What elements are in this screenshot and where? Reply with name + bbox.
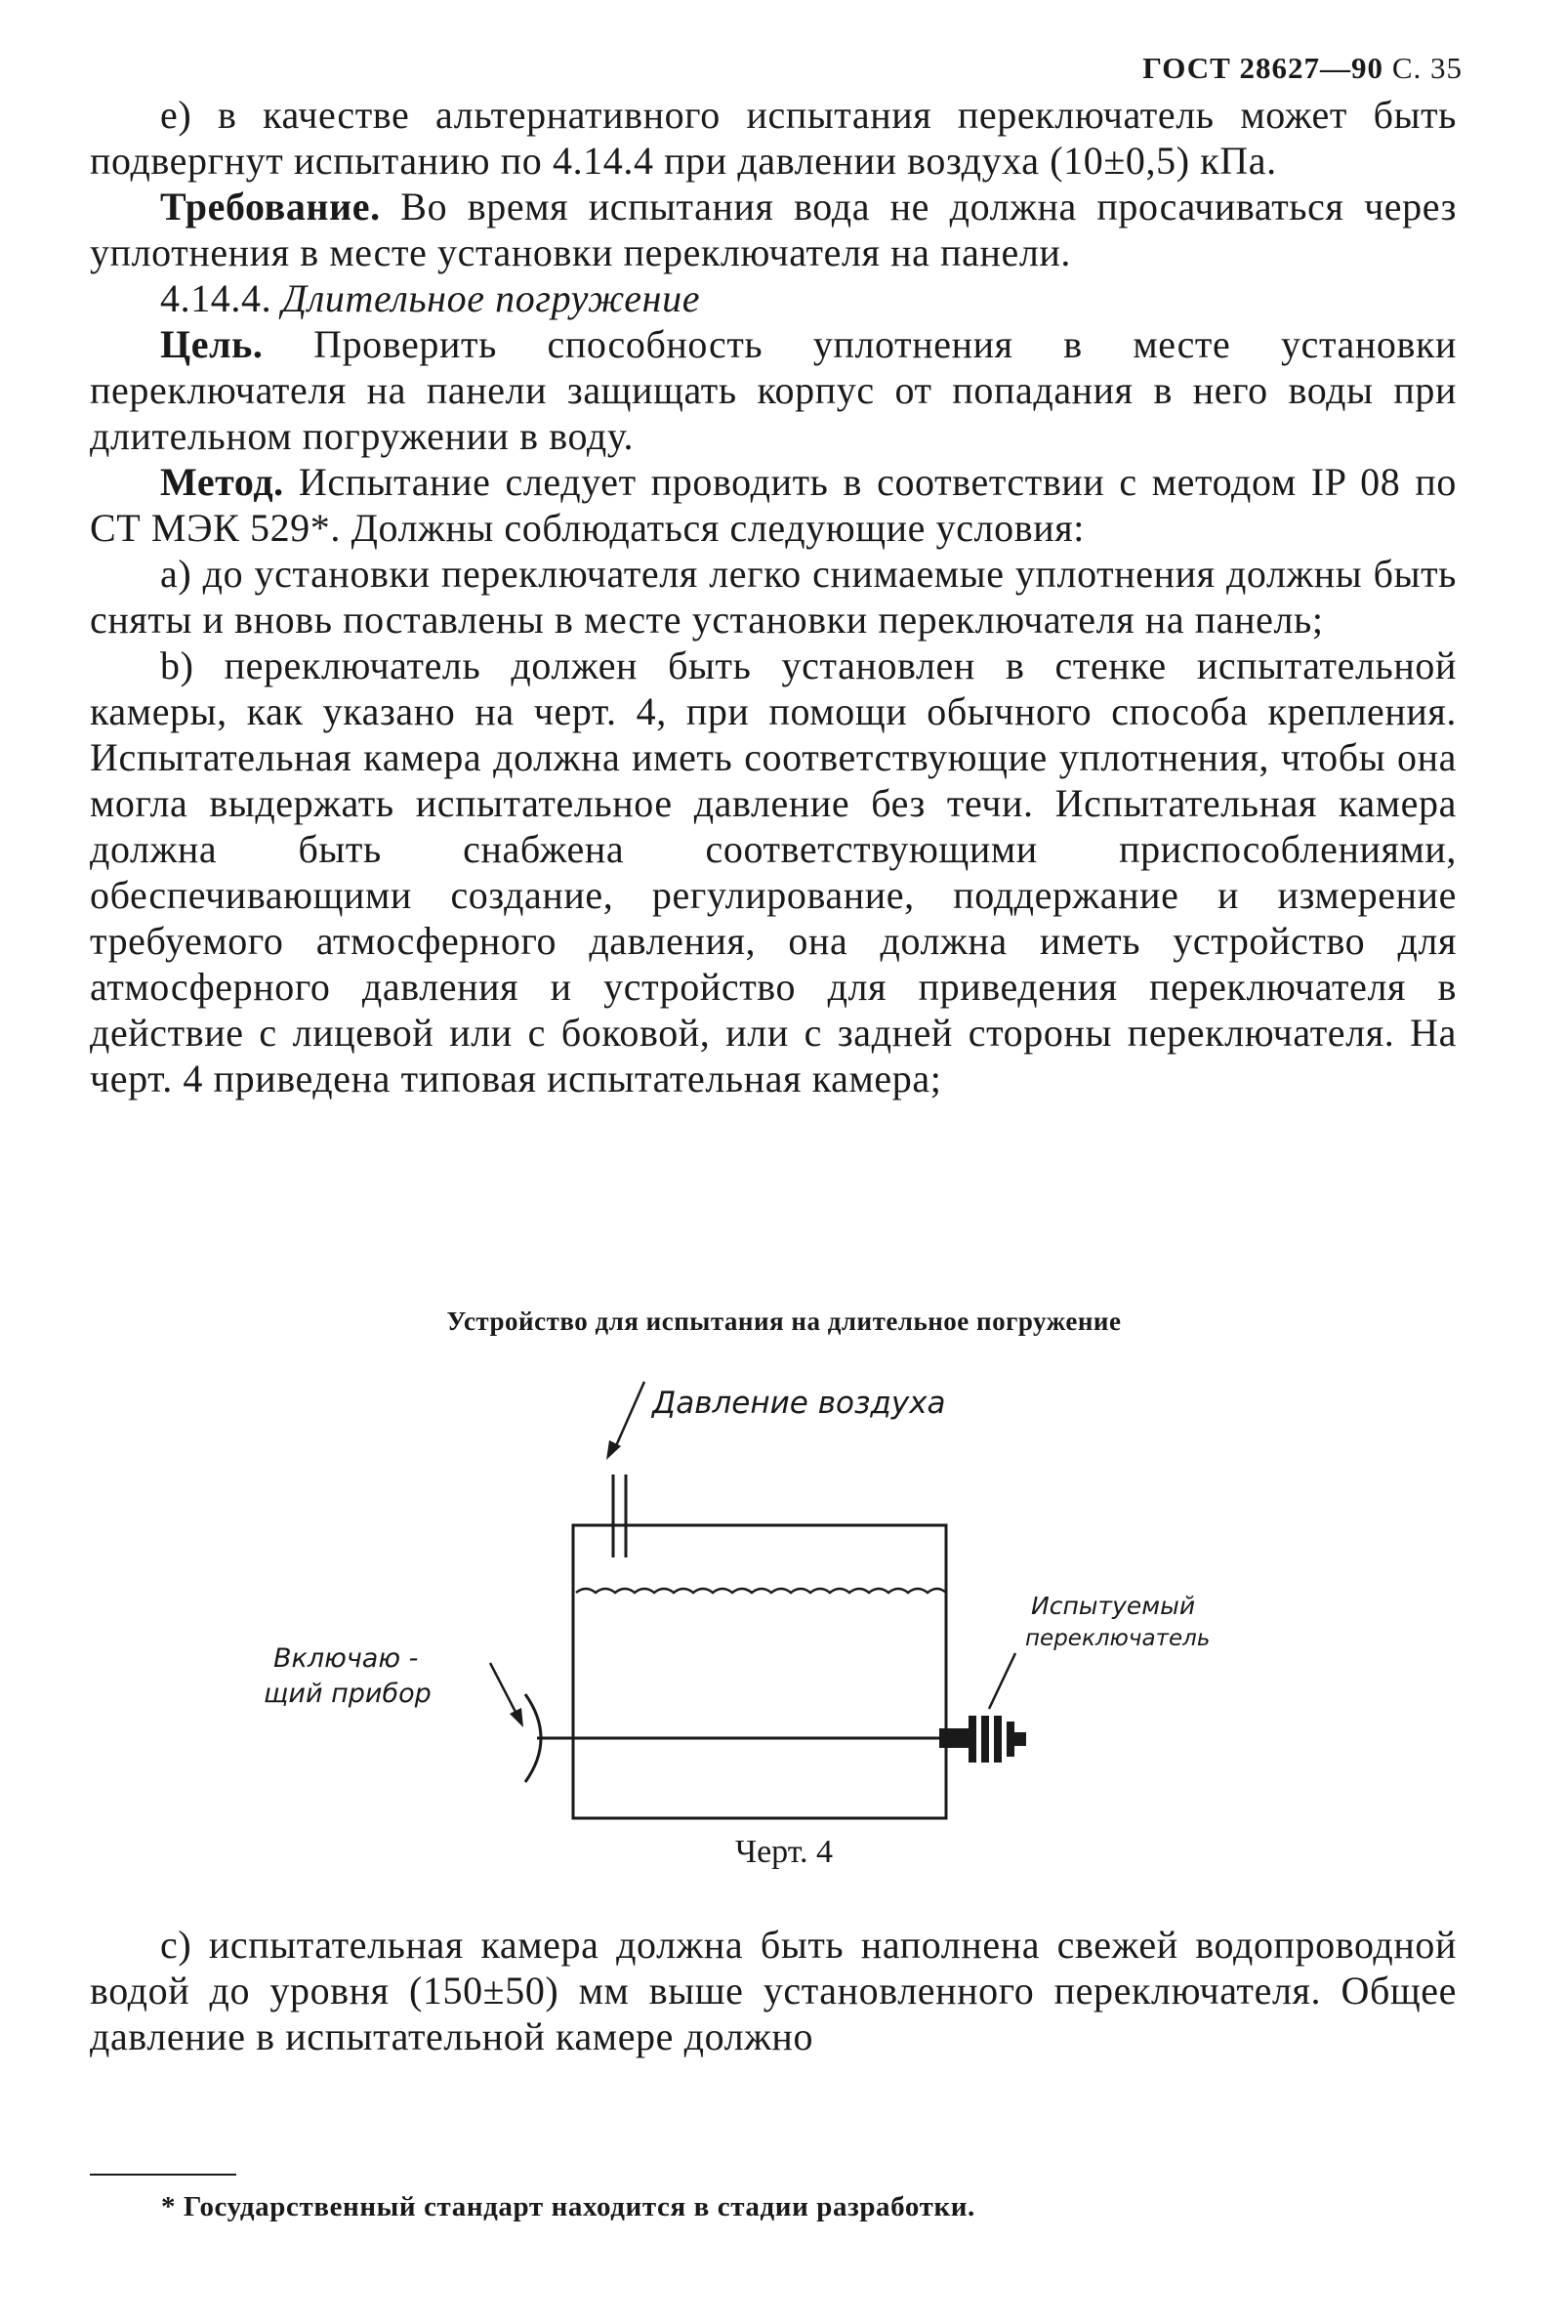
paragraph-b: b) переключатель должен быть установлен в стенке испытательной камеры, как указано на черт. 4, при помощи обычного способа крепления. Испытательная камера должна иметь соответствующие уплотнения, чтобы она могла выдержать испытательное давление без течи. Испытательная камера должна быть снабжена соответствующими приспособлениями, обеспечивающими создание, регулирование, поддержание и измерение требуемого атмосферного давления, она должна иметь устройство для атмосферного давления и устройство для приведения переключателя в действие с лицевой или с боковой, или с задней стороны переключателя. На черт. 4 приведена типовая испытательная камера;: [90, 643, 1457, 1100]
figure-diagram: [234, 1362, 1347, 1831]
figure-caption: Черт. 4: [734, 1834, 834, 1870]
label-switch-line1: Испытуемый: [1031, 1592, 1196, 1620]
figure-title: Устройство для испытания на длительное погружение: [446, 1307, 1122, 1336]
page-number: С. 35: [1391, 51, 1463, 85]
label-actuating-device-line1: Включаю -: [273, 1643, 419, 1674]
actuator-arrow-head: [510, 1708, 523, 1727]
section-heading-4-14-4: [90, 275, 1457, 321]
air-arrow-line: [615, 1382, 644, 1448]
section-title: Длительное погружение: [271, 276, 701, 320]
air-arrow-head: [606, 1440, 621, 1460]
paragraph-a: а) до установки переключателя легко снимаемые уплотнения должны быть сняты и вновь поставлены в месте установки переключателя на панель;: [90, 552, 1457, 642]
method-text: Испытание следует проводить в соответствии с методом IP 08 по СТ МЭК 529*. Должны соблюдаться следующие условия:: [90, 460, 1457, 550]
method-lead: Метод.: [160, 460, 284, 504]
section-number: 4.14.4.: [160, 276, 272, 320]
water-surface: [576, 1589, 946, 1593]
label-air-pressure: Давление воздуха: [652, 1386, 946, 1421]
switch-under-test: [939, 1716, 1026, 1763]
label-actuating-device-line2: щий прибор: [264, 1679, 432, 1709]
requirement-text: Во время испытания вода не должна просачиваться через уплотнения в месте установки переключателя на панели.: [90, 185, 1457, 274]
switch-leader-line: [989, 1653, 1015, 1709]
paragraph-requirement: [90, 184, 1457, 275]
paragraph-goal: [90, 321, 1457, 459]
requirement-lead: Требование.: [160, 185, 381, 228]
paragraph-e: е) в качестве альтернативного испытания переключатель может быть подвергнут испытанию по 4.14.4 при давлении воздуха (10±0,5) кПа.: [90, 93, 1457, 183]
footnote: * Государственный стандарт находится в стадии разработки.: [161, 2191, 975, 2222]
standard-number: ГОСТ 28627—90: [1142, 51, 1384, 85]
footnote-divider: [90, 2174, 236, 2176]
actuator-arrow-line: [490, 1663, 517, 1716]
paragraph-method: [90, 459, 1457, 551]
label-switch-line2: переключатель: [1025, 1626, 1211, 1651]
test-chamber: [573, 1525, 946, 1818]
paragraph-c: с) испытательная камера должна быть наполнена свежей водопроводной водой до уровня (150±50) мм выше установленного переключателя. Общее давление в испытательной камере должно: [90, 1923, 1457, 2058]
page-header: [1142, 51, 1463, 86]
main-text-top: [90, 92, 1457, 1101]
goal-lead: Цель.: [160, 322, 264, 366]
goal-text: Проверить способность уплотнения в месте установки переключателя на панели защищать корпус от попадания в него воды при длительном погружении в воду.: [90, 322, 1457, 458]
main-text-bottom: [90, 1922, 1457, 2059]
